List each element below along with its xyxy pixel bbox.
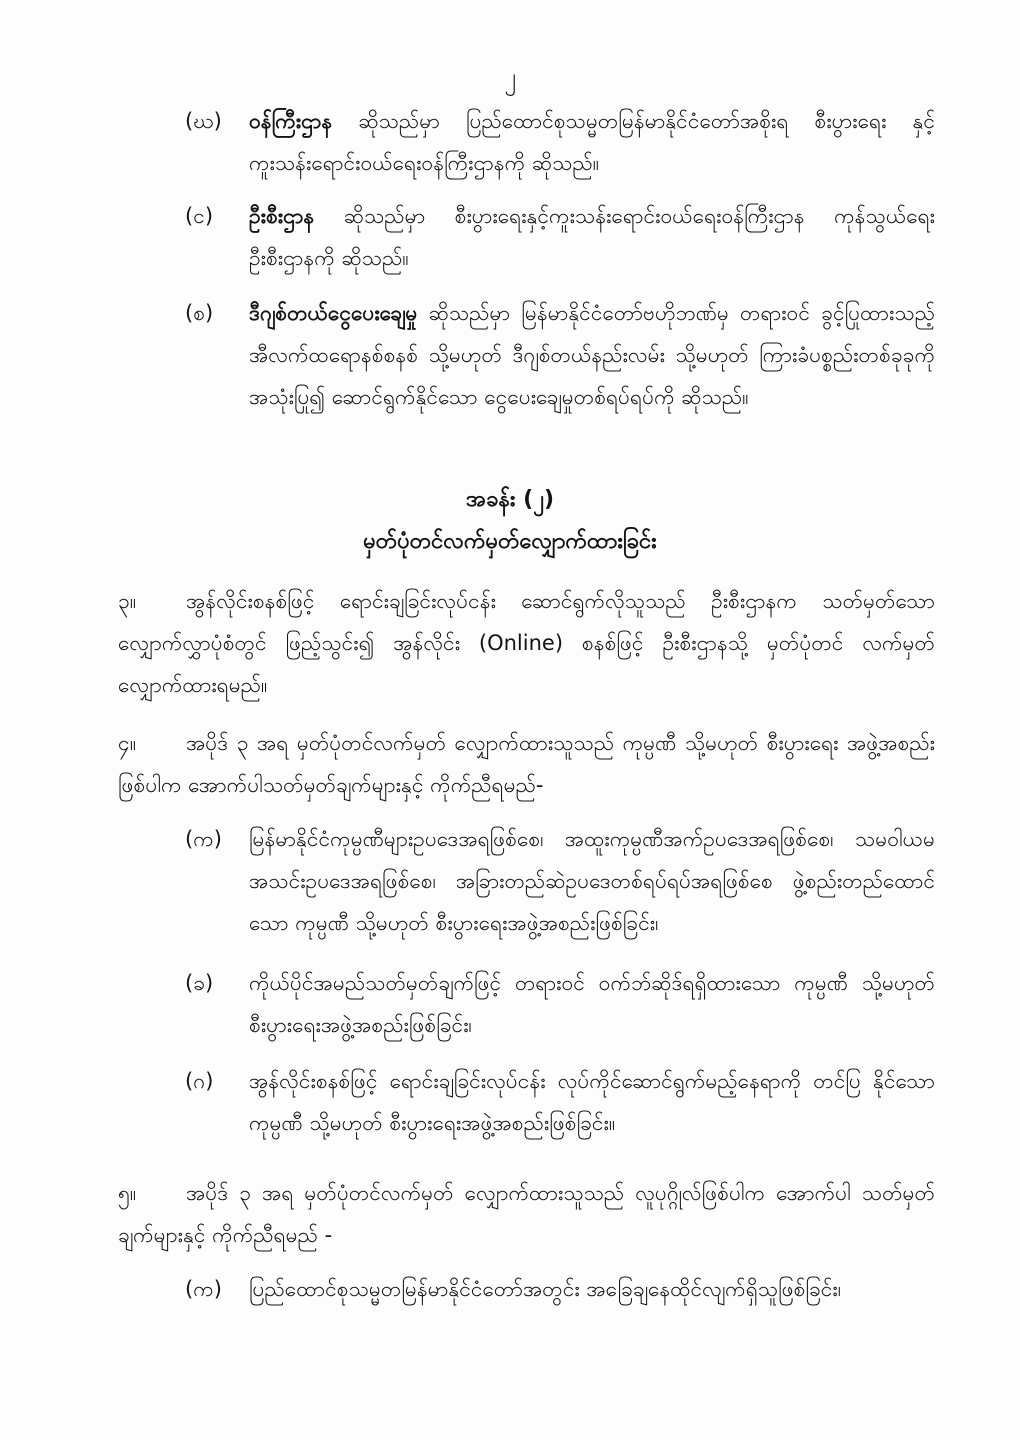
definition-body: ဆိုသည်မှာ ပြည်ထောင်စုသမ္မတမြန်မာနိုင်ငံတော်အစိုးရ စီးပွားရေး နှင့် ကူးသန်းရောင်းဝယ်ရေးဝန်ကြီးဌာနကို ဆိုသည်။	[249, 109, 935, 175]
definition-text	[185, 292, 935, 418]
paragraph-marker: ၅။	[118, 1181, 137, 1205]
paragraph-text: အွန်လိုင်းစနစ်ဖြင့် ရောင်းချခြင်းလုပ်ငန်း ဆောင်ရွက်လိုသူသည် ဦးစီးဌာနက သတ်မှတ်သော လျှောက်လွှာပုံစံတွင် ဖြည့်သွင်း၍ အွန်လိုင်း (Online) စနစ်ဖြင့် ဦးစီးဌာနသို့ မှတ်ပုံတင် လက်မှတ် လျှောက်ထားရမည်။	[118, 589, 935, 697]
clause-text: မြန်မာနိုင်ငံကုမ္ပဏီများဥပဒေအရဖြစ်စေ၊ အထူးကုမ္ပဏီအက်ဥပဒေအရဖြစ်စေ၊ သမဝါယမအသင်းဥပဒေအရဖြစ်စေ၊ အခြားတည်ဆဲဥပဒေတစ်ရပ်ရပ်အရဖြစ်စေ ဖွဲ့စည်းတည်ထောင်သော ကုမ္ပဏီ သို့မဟုတ် စီးပွားရေးအဖွဲ့အစည်းဖြစ်ခြင်း၊	[249, 827, 935, 935]
paragraph-5	[118, 1172, 935, 1256]
definition-text	[185, 195, 935, 279]
definition-body: ဆိုသည်မှာ မြန်မာနိုင်ငံတော်ဗဟိုဘဏ်မှ တရားဝင် ခွင့်ပြုထားသည့် အီလက်ထရောနစ်စနစ် သို့မဟုတ် ဒီဂျစ်တယ်နည်းလမ်း သို့မဟုတ် ကြားခံပစ္စည်းတစ်ခုခုကို အသုံးပြု၍ ဆောင်ရွက်နိုင်သော ငွေပေးချေမှုတစ်ရပ်ရပ်ကို ဆိုသည်။	[249, 301, 935, 409]
definition-nga	[185, 195, 935, 279]
clause-marker: (ဃ)	[185, 109, 222, 133]
definition-body: ဆိုသည်မှာ စီးပွားရေးနှင့်ကူးသန်းရောင်းဝယ်ရေးဝန်ကြီးဌာန ကုန်သွယ်ရေး ဦးစီးဌာနကို ဆိုသည်။	[249, 204, 935, 270]
paragraph-4	[118, 722, 935, 806]
paragraph-3	[118, 580, 935, 706]
definition-sa	[185, 292, 935, 418]
defined-term: ဦးစီးဌာန	[249, 204, 315, 228]
paragraph-4-item-ga	[185, 1060, 935, 1144]
chapter-number: အခန်း (၂)	[465, 487, 555, 512]
clause-marker: (က)	[185, 827, 222, 851]
defined-term: ဒီဂျစ်တယ်ငွေပေးချေမှု	[249, 301, 418, 325]
definition-text	[185, 100, 935, 184]
clause-marker: (စ)	[185, 301, 214, 325]
clause-text: ပြည်ထောင်စုသမ္မတမြန်မာနိုင်ငံတော်အတွင်း အခြေချနေထိုင်လျက်ရှိသူဖြစ်ခြင်း၊	[249, 1277, 842, 1301]
paragraph-5-item-ka	[185, 1268, 935, 1310]
page-number: ၂	[504, 63, 516, 91]
clause-marker: (ခ)	[185, 971, 214, 995]
paragraph-text: အပိုဒ် ၃ အရ မှတ်ပုံတင်လက်မှတ် လျှောက်ထားသူသည် ကုမ္ပဏီ သို့မဟုတ် စီးပွားရေး အဖွဲ့အစည်းဖြစ်ပါက အောက်ပါသတ်မှတ်ချက်များနှင့် ကိုက်ညီရမည်-	[118, 731, 935, 797]
defined-term: ဝန်ကြီးဌာန	[249, 109, 333, 133]
clause-marker: (က)	[185, 1277, 222, 1301]
clause-marker: (င)	[185, 204, 214, 228]
paragraph-text: အပိုဒ် ၃ အရ မှတ်ပုံတင်လက်မှတ် လျှောက်ထားသူသည် လူပုဂ္ဂိုလ်ဖြစ်ပါက အောက်ပါ သတ်မှတ်ချက်များနှင့် ကိုက်ညီရမည် -	[118, 1181, 935, 1247]
clause-marker: (ဂ)	[185, 1069, 214, 1093]
paragraph-marker: ၄။	[118, 731, 137, 755]
paragraph-4-item-kha	[185, 962, 935, 1046]
clause-text: ကိုယ်ပိုင်အမည်သတ်မှတ်ချက်ဖြင့် တရားဝင် ဝက်ဘ်ဆိုဒ်ရရှိထားသော ကုမ္ပဏီ သို့မဟုတ် စီးပွားရေးအဖွဲ့အစည်းဖြစ်ခြင်း၊	[249, 971, 935, 1037]
chapter-title: မှတ်ပုံတင်လက်မှတ်လျှောက်ထားခြင်း	[363, 529, 657, 554]
paragraph-4-item-ka	[185, 818, 935, 944]
definition-gha	[185, 100, 935, 184]
paragraph-marker: ၃။	[118, 589, 137, 613]
clause-text: အွန်လိုင်းစနစ်ဖြင့် ရောင်းချခြင်းလုပ်ငန်း လုပ်ကိုင်ဆောင်ရွက်မည့်နေရာကို တင်ပြ နိုင်သော ကုမ္ပဏီ သို့မဟုတ် စီးပွားရေးအဖွဲ့အစည်းဖြစ်ခြင်း။	[249, 1069, 935, 1135]
